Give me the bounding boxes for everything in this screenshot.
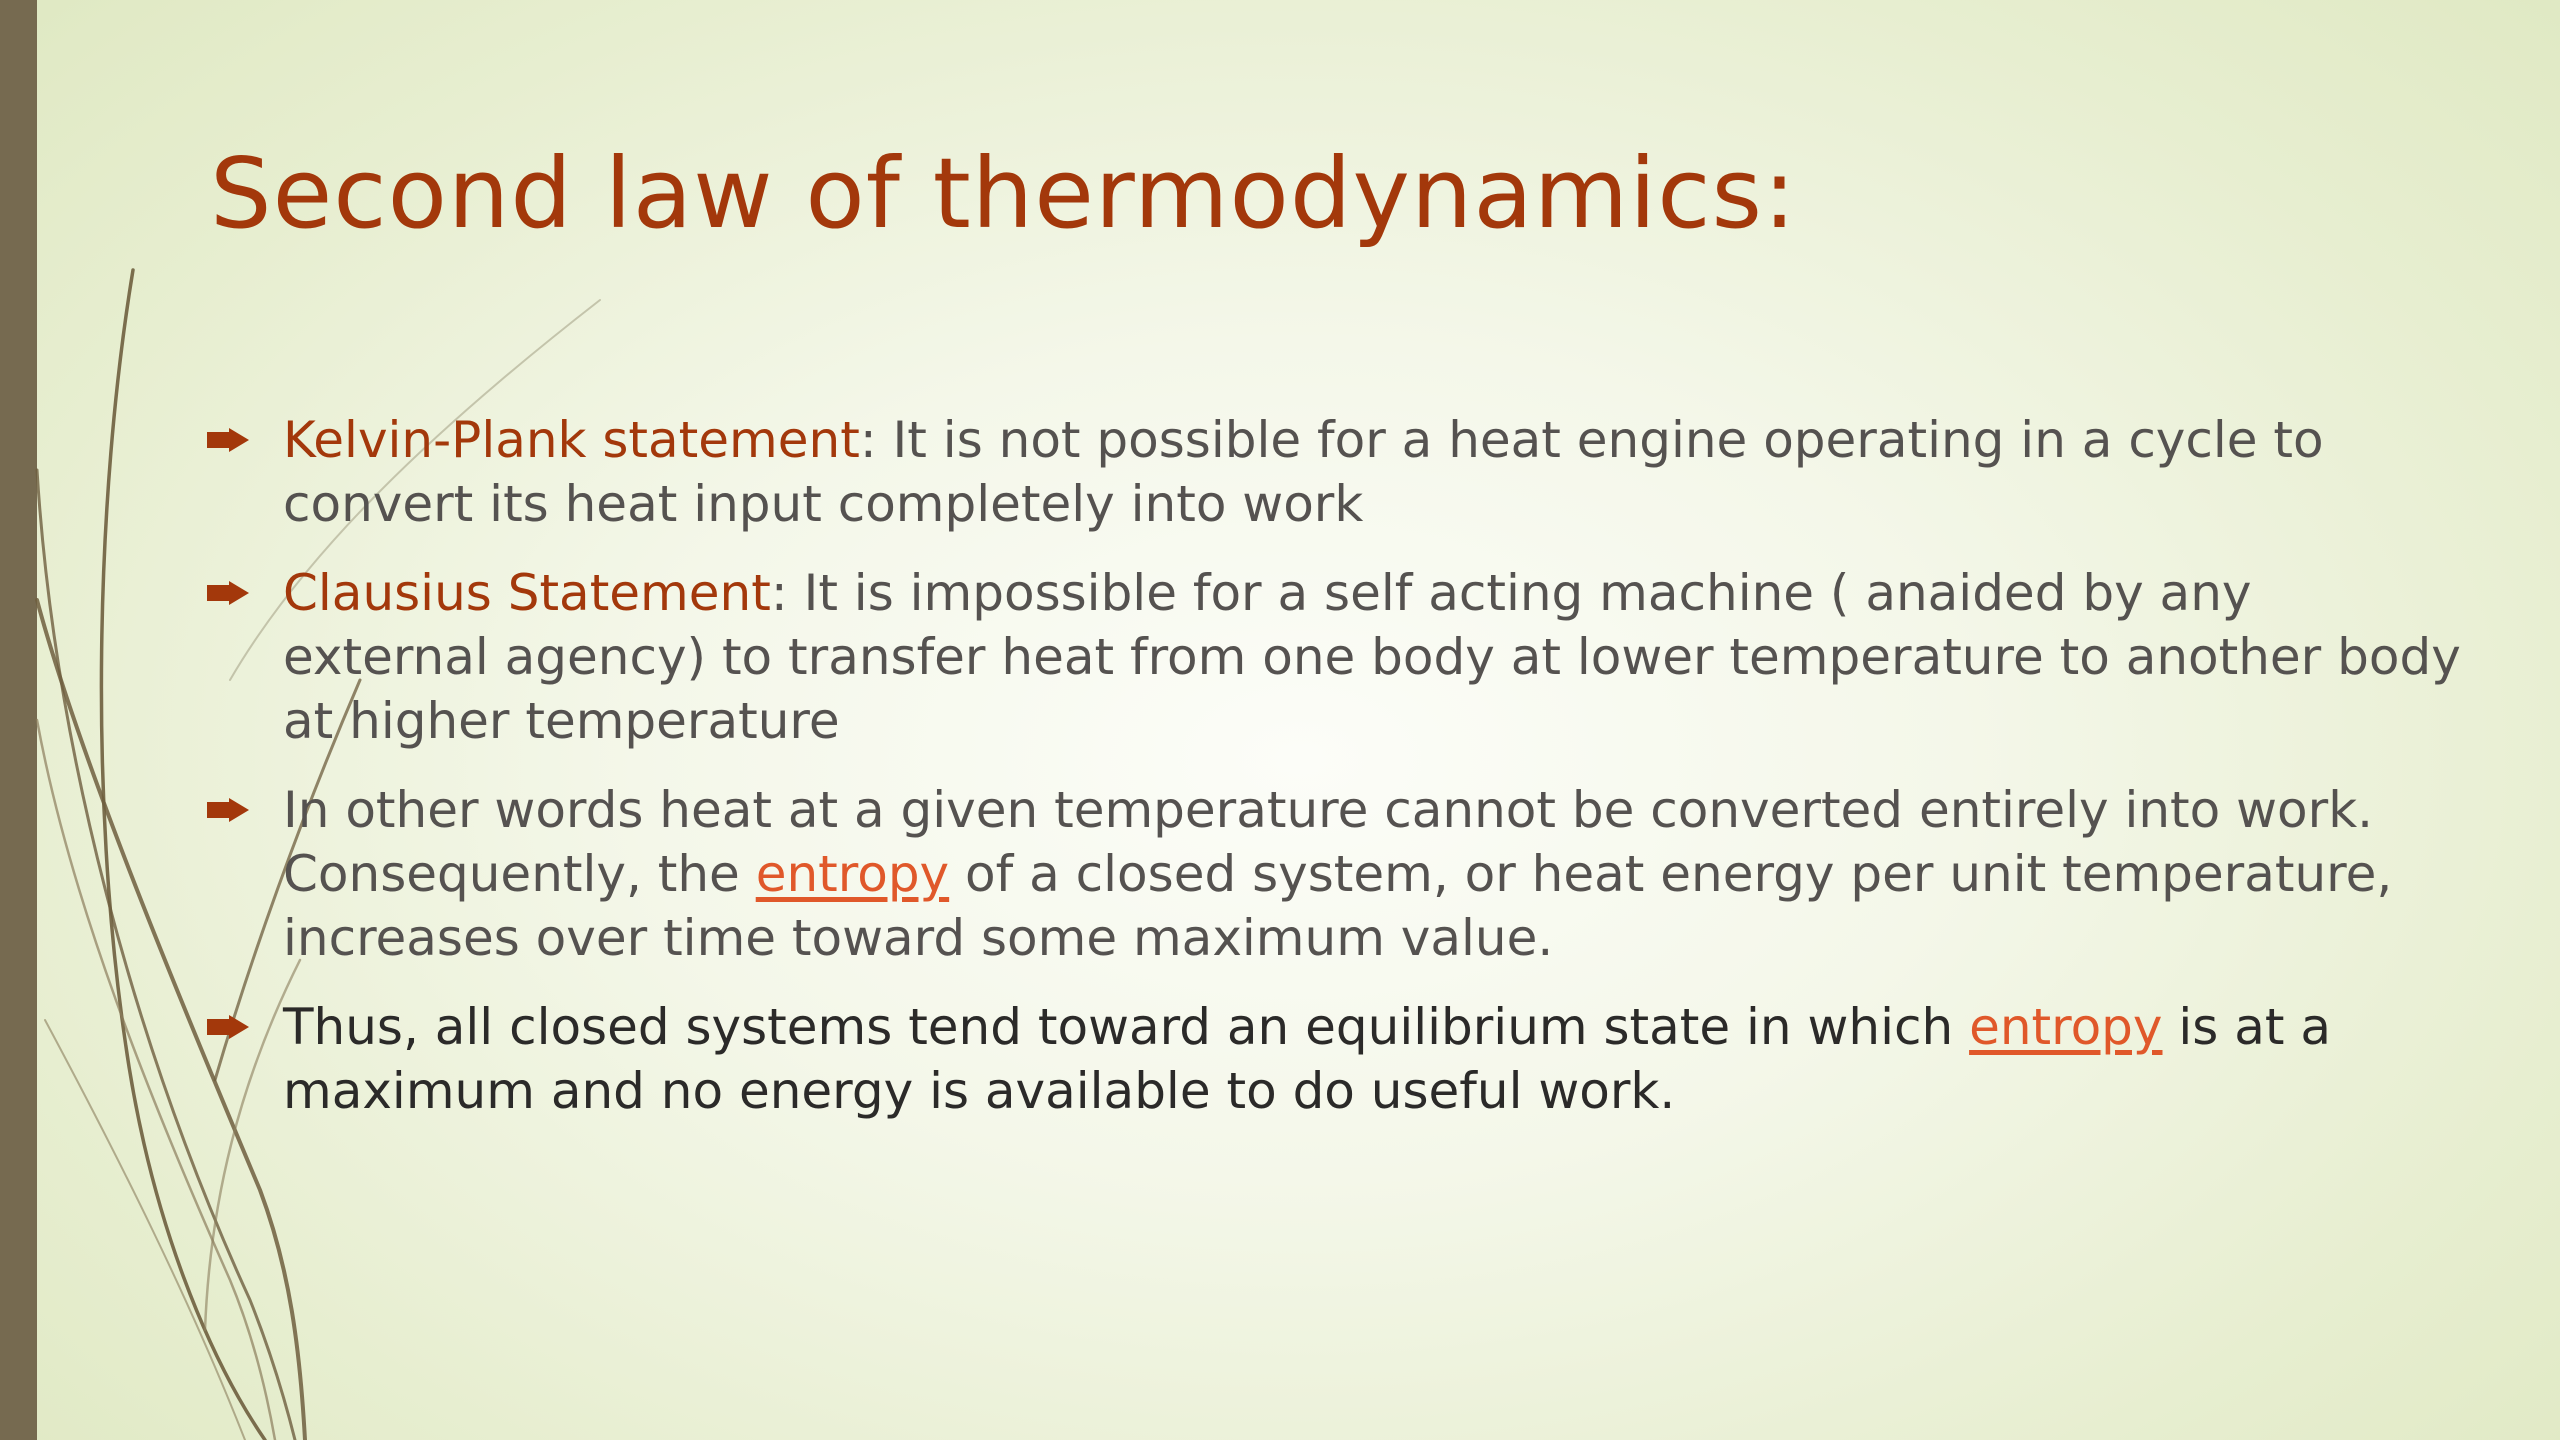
closed-systems-text-start: Thus, all closed systems tend toward an equilibrium state in which — [283, 998, 1970, 1056]
bullet-other-words — [205, 778, 2465, 970]
other-words-text-end: of a closed system, or heat energy per unit temperature, increases over time toward some maximum value. — [283, 845, 2393, 967]
clausius-term: Clausius Statement — [283, 564, 771, 622]
bullet-kelvin-plank — [205, 408, 2465, 536]
kelvin-plank-term: Kelvin-Plank statement — [283, 411, 860, 469]
arrow-bullet-icon — [207, 798, 249, 822]
arrow-bullet-icon — [207, 1015, 249, 1039]
kelvin-plank-text: : It is not possible for a heat engine operating in a cycle to convert its heat input completely into work — [283, 411, 2324, 533]
arrow-bullet-icon — [207, 581, 249, 605]
slide-left-bar — [0, 0, 37, 1440]
clausius-text: : It is impossible for a self acting machine ( anaided by any external agency) to transfer heat from one body at lower temperature to another body at higher temperature — [283, 564, 2461, 750]
slide-title: Second law of thermodynamics: — [210, 137, 1797, 250]
entropy-link[interactable]: entropy — [1969, 998, 2163, 1056]
arrow-bullet-icon — [207, 428, 249, 452]
entropy-link[interactable]: entropy — [755, 845, 950, 903]
bullet-clausius — [205, 561, 2465, 753]
other-words-text-start: In other words heat at a given temperature cannot be converted entirely into work. Consequently, the — [283, 781, 2374, 903]
bullet-closed-systems — [205, 995, 2465, 1123]
bullet-list — [205, 408, 2465, 1148]
closed-systems-text-end: is at a maximum and no energy is available to do useful work. — [283, 998, 2332, 1120]
